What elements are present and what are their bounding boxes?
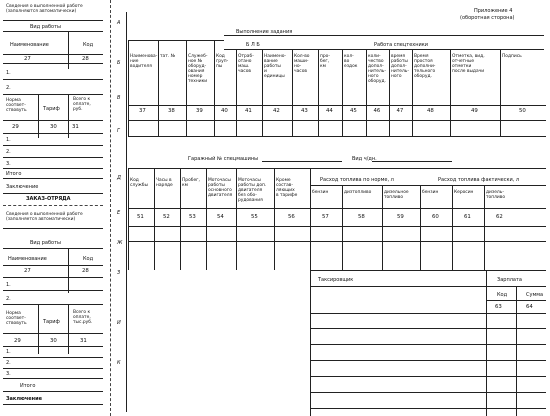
top-col-header-43: Кол-во маши- но- часов (294, 54, 310, 74)
bot-col-number-60: 60 (432, 214, 439, 220)
strip-letter: А (117, 20, 121, 26)
bot-col-number-52: 52 (163, 214, 170, 220)
top-col-number-48: 48 (427, 108, 434, 114)
top-col-number-42: 42 (273, 108, 280, 114)
tax-label: Таксировщик (318, 277, 354, 283)
top-col-header-39: Служеб- ное № оборуд- ования номер техники (188, 54, 208, 84)
row2-3: 3. (6, 161, 11, 167)
row-2-b: 2. (6, 296, 11, 302)
time-range: Б Л Б (246, 42, 260, 48)
top-col-header-45: кол- во ездок (344, 54, 358, 69)
top-col-number-49: 49 (471, 108, 478, 114)
row-2: 2. (6, 85, 11, 91)
row-1: 1. (6, 70, 11, 76)
norm-header: Норма соответ- ствовуть (6, 98, 27, 113)
sum-header: Всего к оплате, руб. (73, 97, 91, 112)
kod-label: Код (497, 292, 508, 298)
strip-letter: К (117, 360, 121, 366)
top-col-number-45: 45 (350, 108, 357, 114)
bot-col-number-58: 58 (358, 214, 365, 220)
val-30-b: 30 (50, 338, 57, 344)
val-31: 31 (72, 124, 79, 130)
top-col-header-44: про- бег, км (320, 54, 330, 69)
row-1-b: 1. (6, 282, 11, 288)
top-col-number-41: 41 (245, 108, 252, 114)
bot-col-number-62: 62 (496, 214, 503, 220)
row2-3-b: 3. (6, 371, 11, 377)
top-col-number-37: 37 (139, 108, 146, 114)
top-col-number-47: 47 (396, 108, 404, 114)
work-type-header: Вид работы (30, 24, 61, 30)
val-30: 30 (50, 124, 57, 130)
bot-col-number-54: 54 (217, 214, 224, 220)
top-col-number-50: 50 (519, 108, 526, 114)
row2-1: 1. (6, 137, 11, 143)
val-27-b: 27 (24, 268, 31, 274)
zarplata-label: Зарплата (497, 277, 522, 283)
top-col-header-40: Код груп- пы (216, 54, 229, 69)
strip-letter: З (117, 270, 121, 276)
bot-col-header-61: Керосин (454, 190, 474, 195)
strip-letter: Е (117, 210, 121, 216)
bot-col-header-51: Код службы (130, 178, 148, 188)
fuel-fact: Расход топлива фактически, л (438, 177, 520, 183)
strip-letter: Б (117, 60, 121, 66)
top-col-number-39: 39 (196, 108, 203, 114)
bot-col-number-61: 61 (464, 214, 471, 220)
doc-label: ЗАКАЗ-ОТРЯДА (26, 196, 71, 202)
val-31-b: 31 (80, 338, 87, 344)
bot-col-number-56: 56 (288, 214, 295, 220)
itogo-bottom: Итого (20, 383, 36, 389)
form-number: Приложение 4 (474, 8, 513, 14)
val-29: 29 (12, 124, 19, 130)
bot-col-header-58: дизтопливо (344, 190, 372, 195)
bot-col-header-60: бензин (422, 190, 439, 195)
top-col-header-47: время работы допол- нитель- ного (391, 54, 409, 79)
val-64: 64 (526, 304, 533, 310)
left-bottom-title: Сведения о выполненной работе (заполняется автоматически) (6, 212, 83, 222)
zakl-top: Заключение (6, 184, 39, 190)
strip-letter: И (117, 320, 121, 326)
bot-col-header-54: Моточасы работы основного двигателя (208, 178, 233, 198)
bot-col-number-53: 53 (189, 214, 196, 220)
row2-1-b: 1. (6, 349, 11, 355)
work-title: Работа спецтехники (374, 42, 429, 48)
top-col-number-44: 44 (326, 108, 333, 114)
top-col-header-46: коли- чество допол- нитель- ного оборуд. (368, 54, 386, 84)
val-27: 27 (24, 56, 31, 62)
naim-label: Наименование (10, 42, 49, 48)
left-top-title: Сведения о выполненной работе (заполняются автоматически) (6, 4, 83, 14)
strip-letter: Г (117, 128, 120, 134)
itogo-top: Итого (6, 171, 22, 177)
form-sub: (оборотная сторона) (460, 15, 515, 21)
summa-label: Сумма (526, 292, 544, 298)
bot-col-number-57: 57 (322, 214, 329, 220)
strip-letter: Д (117, 175, 121, 181)
strip-letter: Ж (117, 240, 123, 246)
tarif-header: Тариф (43, 106, 60, 112)
top-col-header-37: Наименова- ние водителя (130, 54, 158, 69)
bot-col-header-52: Часы в наряде (156, 178, 173, 188)
bot-col-header-57: бензин (312, 190, 329, 195)
zakl-bottom: Заключение (6, 396, 43, 402)
val-28-b: 28 (82, 268, 89, 274)
garage-label: Гаражный № спецмашины (188, 156, 259, 162)
top-col-header-48: Время простоя дополни- тельного оборуд. (414, 54, 436, 79)
fuel-norm: Расход топлива по норме, л (320, 177, 394, 183)
strip-letter: В (117, 95, 121, 101)
val-63: 63 (495, 304, 502, 310)
bot-col-header-56: Кроме состав- ляющих в тарифе (276, 178, 298, 198)
naim-label-b: Наименование (8, 256, 47, 262)
bot-col-number-55: 55 (251, 214, 258, 220)
top-col-header-41: Отраб- отано маш. часов (238, 54, 254, 74)
top-col-number-43: 43 (301, 108, 308, 114)
code-label-b: Код (83, 256, 94, 262)
top-col-number-38: 38 (168, 108, 175, 114)
tarif-header-b: Тариф (43, 319, 60, 325)
vid-label: Вид ч/дн. (352, 156, 377, 162)
sum-header-b: Всего к оплате, тыс.руб. (73, 310, 93, 325)
bot-col-number-51: 51 (137, 214, 144, 220)
norm-header-b: Норма соответ- ствовуть (6, 311, 27, 326)
val-28: 28 (82, 56, 89, 62)
top-col-header-50: Подпись (502, 54, 522, 59)
bot-col-header-62: дизель- топливо (486, 190, 506, 200)
bot-col-number-59: 59 (397, 214, 404, 220)
top-col-header-42: Наимено- вание работы и единицы (264, 54, 287, 79)
top-col-number-40: 40 (221, 108, 228, 114)
work-type-header-b: Вид работы (30, 240, 61, 246)
bot-col-header-59: дизельное топливо (384, 190, 409, 200)
row2-2: 2. (6, 149, 11, 155)
bot-col-header-53: Пробег, км (182, 178, 200, 188)
row2-2-b: 2. (6, 360, 11, 366)
code-label: Код (83, 42, 94, 48)
top-col-header-49: Отметка, вид, отчетные отметки после выдачи (452, 54, 485, 74)
bot-col-header-55: Моточасы работы доп. двигателя без обо- рудования (238, 178, 267, 203)
section-title: Выполнение задания (236, 29, 293, 35)
top-col-number-46: 46 (373, 108, 381, 114)
top-col-header-38: тат. № (160, 54, 176, 59)
val-29-b: 29 (14, 338, 21, 344)
